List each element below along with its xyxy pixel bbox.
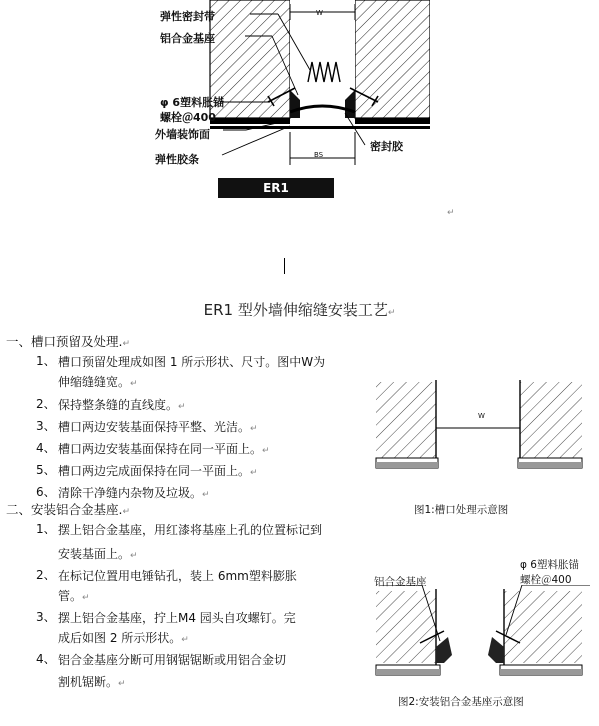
- return-mark: ↵: [130, 551, 138, 561]
- list-item: [58, 628, 189, 650]
- return-mark: ↵: [250, 468, 258, 478]
- return-mark: ↵: [387, 308, 396, 318]
- text-cursor: [284, 258, 285, 274]
- item-number: 6、: [36, 485, 56, 499]
- return-mark: ↵: [202, 490, 210, 500]
- section1-heading-text: 一、槽口预留及处理.: [6, 334, 123, 349]
- label-facade-finish: 外墙装饰面: [155, 128, 210, 141]
- section2-heading-text: 二、安装铝合金基座.: [6, 502, 123, 517]
- list-item: [58, 439, 270, 461]
- item-number: 5、: [36, 463, 56, 477]
- list-item: 摆上铝合金基座，拧上M4 园头自攻螺钉。完: [58, 611, 296, 625]
- item-number: 2、: [36, 568, 56, 582]
- label-elastic-rubber-strip: 弹性胶条: [155, 153, 199, 166]
- list-item-text: 安装基面上。: [58, 547, 131, 561]
- item-number: 2、: [36, 397, 56, 411]
- section2-heading: [6, 500, 130, 518]
- list-item: [58, 372, 138, 394]
- label-sealant: 密封胶: [370, 140, 403, 153]
- list-item: 槽口预留处理成如图 1 所示形状、尺寸。图中W为: [58, 355, 326, 369]
- return-mark: ↵: [181, 635, 189, 645]
- groove-drawing: [372, 378, 592, 476]
- item-number: 1、: [36, 522, 56, 536]
- list-item: 在标记位置用电锤钻孔，装上 6mm塑料膨胀: [58, 569, 297, 583]
- list-item: 铝合金基座分断可用钢锯锯断或用铝合金切: [58, 653, 287, 667]
- return-mark: ↵: [178, 402, 186, 412]
- item-number: 4、: [36, 441, 56, 455]
- item-number: 4、: [36, 652, 56, 666]
- list-item-text: 保持整条缝的直线度。: [58, 398, 179, 412]
- list-item-text: 槽口两边安装基面保持在同一平面上。: [58, 442, 263, 456]
- label-anchor-bolt-line2: 螺栓＠400: [160, 111, 216, 124]
- return-mark: ↵: [82, 593, 90, 603]
- list-item: [58, 417, 258, 439]
- list-item-text: 清除干净缝内杂物及垃圾。: [58, 486, 203, 500]
- list-item-text: 槽口两边安装基面保持平整、光洁。: [58, 420, 251, 434]
- list-item: [58, 586, 90, 608]
- return-mark: ↵: [130, 379, 138, 389]
- dim-w-fig1: W: [478, 412, 485, 420]
- item-number: 3、: [36, 419, 56, 433]
- section1-heading: [6, 332, 130, 350]
- return-mark: ↵: [118, 679, 126, 689]
- return-mark: ↵: [447, 208, 455, 218]
- dim-w-top: W: [316, 9, 323, 17]
- list-item: 摆上铝合金基座，用红漆将基座上孔的位置标记到: [58, 523, 323, 537]
- list-item-text: 成后如图 2 所示形状。: [58, 631, 182, 645]
- figure2-label-base: 铝合金基座: [374, 576, 427, 588]
- list-item: [58, 395, 186, 417]
- item-number: 3、: [36, 610, 56, 624]
- return-mark: ↵: [122, 339, 131, 349]
- page-title-text: ER1 型外墙伸缩缝安装工艺: [203, 301, 388, 319]
- item-number: 1、: [36, 354, 56, 368]
- label-anchor-bolt-line1: φ 6塑料胀锚: [160, 96, 225, 109]
- base-install-drawing: [372, 585, 597, 683]
- list-item-text: 槽口两边完成面保持在同一平面上。: [58, 464, 251, 478]
- list-item-text: 管。: [58, 589, 83, 603]
- figure2-caption: 图2:安装铝合金基座示意图: [398, 696, 524, 708]
- page-title: [0, 299, 599, 320]
- dim-bs-top: BS: [314, 151, 324, 159]
- figure-badge-er1: ER1: [218, 178, 334, 198]
- return-mark: ↵: [122, 507, 131, 517]
- figure1-caption: 图1:槽口处理示意图: [414, 504, 509, 516]
- list-item-text: 伸缩缝缝宽。: [58, 375, 131, 389]
- figure2-label-bolt-line1: φ 6塑料胀锚: [520, 559, 579, 571]
- figure2-label-bolt-line2: 螺栓＠400: [520, 574, 572, 586]
- list-item-text: 割机锯断。: [58, 675, 119, 689]
- return-mark: ↵: [262, 446, 270, 456]
- label-elastic-seal-strip: 弹性密封带: [160, 10, 215, 23]
- label-aluminum-base: 铝合金基座: [160, 32, 215, 45]
- list-item: [58, 672, 126, 694]
- return-mark: ↵: [250, 424, 258, 434]
- list-item: [58, 461, 258, 483]
- list-item: [58, 544, 138, 566]
